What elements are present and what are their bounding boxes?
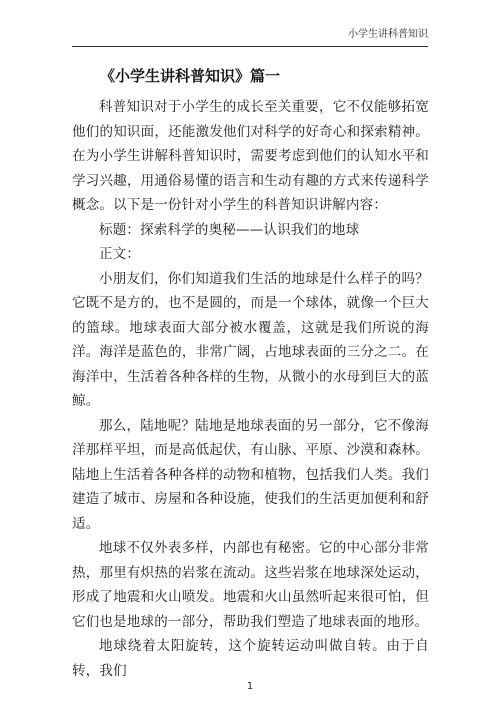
running-header [72,26,428,47]
body-paragraph-interior: 地球不仅外表多样，内部也有秘密。它的中心部分非常热，那里有炽热的岩浆在流动。这些岩浆在地球深处运动，形成了地震和火山喷发。地震和火山虽然听起来很可怕，但它们也是地球的一部分，帮助我们塑造了地球表面的地形。 [72,540,429,630]
document-body [72,95,429,683]
body-paragraph-earth-shape: 小朋友们，你们知道我们生活的地球是什么样子的吗？它既不是方的，也不是圆的，而是一个球体，就像一个巨大的篮球。地球表面大部分被水覆盖，这就是我们所说的海洋。海洋是蓝色的，非常广阔，占地球表面的三分之二。在海洋中，生活着各种各样的生物，从微小的水母到巨大的蓝鲸。 [72,270,429,409]
body-label: 正文： [99,246,141,262]
body-paragraph-rotation: 地球绕着太阳旋转，这个旋转运动叫做自转。由于自转，我们 [72,638,429,679]
body-paragraph-land: 那么，陆地呢？陆地是地球表面的另一部分，它不像海洋那样平坦，而是高低起伏，有山脉、平原、沙漠和森林。陆地上生活着各种各样的动物和植物，包括我们人类。我们建造了城市、房屋和各种设施，使我们的生活更加便利和舒适。 [72,417,429,532]
document-title: 《小学生讲科普知识》篇一 [100,67,281,85]
running-header-title: 小学生讲科普知识 [348,29,428,40]
intro-paragraph: 科普知识对于小学生的成长至关重要，它不仅能够拓宽他们的知识面，还能激发他们对科学的好奇心和探索精神。在为小学生讲解科普知识时，需要考虑到他们的认知水平和学习兴趣，用通俗易懂的语言和生动有趣的方式来传递科学概念。以下是一份针对小学生的科普知识讲解内容： [72,99,429,213]
section-title-line: 标题：探索科学的奥秘——认识我们的地球 [99,221,360,238]
page-number: 1 [246,681,254,692]
